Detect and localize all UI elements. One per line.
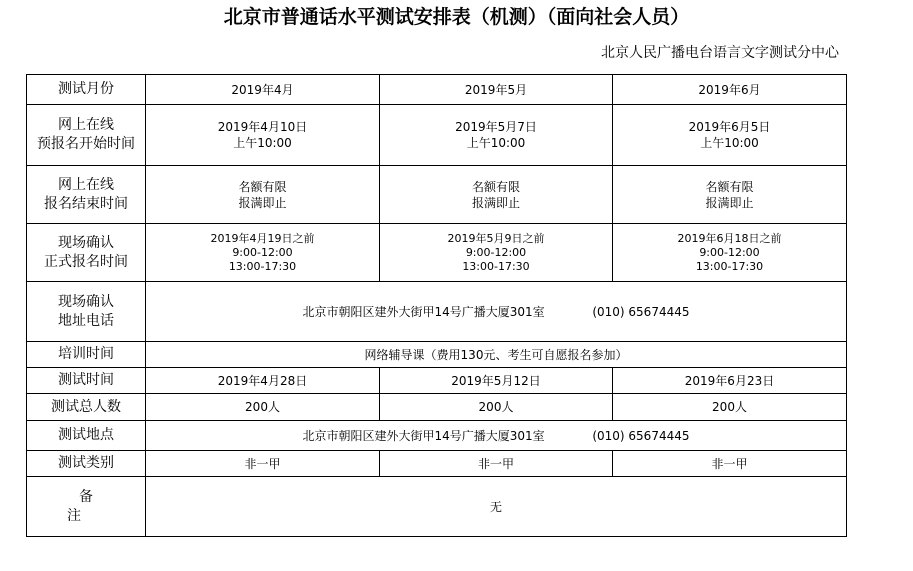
cell-onsite-confirm: 2019年6月18日之前 9:00-12:00 13:00-17:30 — [613, 224, 847, 282]
row-label: 测试地点 — [27, 421, 146, 451]
cell-location — [146, 421, 847, 451]
cell-month: 2019年4月 — [146, 75, 380, 105]
row-training — [27, 342, 847, 368]
row-location — [27, 421, 847, 451]
cell-online-start: 2019年6月5日 上午10:00 — [613, 105, 847, 166]
cell-category: 非一甲 — [146, 451, 380, 477]
row-category — [27, 451, 847, 477]
row-label: 网上在线 预报名开始时间 — [27, 105, 146, 166]
organizer-name: 北京人民广播电台语言文字测试分中心 — [601, 45, 839, 61]
cell-online-end: 名额有限 报满即止 — [380, 166, 613, 224]
cell-test-date: 2019年6月23日 — [613, 368, 847, 394]
phone-text: (010) 65674445 — [592, 304, 690, 319]
cell-onsite-confirm: 2019年5月9日之前 9:00-12:00 13:00-17:30 — [380, 224, 613, 282]
address-text: 北京市朝阳区建外大街甲14号广播大厦301室 — [302, 304, 545, 319]
address-text: 北京市朝阳区建外大街甲14号广播大厦301室 — [302, 428, 545, 443]
cell-month: 2019年6月 — [613, 75, 847, 105]
row-label: 备 注 — [27, 477, 146, 537]
row-test-date — [27, 368, 847, 394]
cell-remarks: 无 — [146, 477, 847, 537]
page-title: 北京市普通话水平测试安排表（机测）（面向社会人员） — [223, 6, 690, 28]
cell-category: 非一甲 — [380, 451, 613, 477]
row-label: 现场确认 地址电话 — [27, 282, 146, 342]
row-test-month — [27, 75, 847, 105]
cell-online-start: 2019年5月7日 上午10:00 — [380, 105, 613, 166]
cell-month: 2019年5月 — [380, 75, 613, 105]
cell-training: 网络辅导课（费用130元、考生可自愿报名参加） — [146, 342, 847, 368]
row-label: 测试月份 — [27, 75, 146, 105]
row-label: 测试类别 — [27, 451, 146, 477]
row-onsite-address — [27, 282, 847, 342]
cell-online-end: 名额有限 报满即止 — [613, 166, 847, 224]
cell-category: 非一甲 — [613, 451, 847, 477]
cell-total: 200人 — [380, 394, 613, 421]
row-label: 现场确认 正式报名时间 — [27, 224, 146, 282]
cell-test-date: 2019年4月28日 — [146, 368, 380, 394]
cell-total: 200人 — [613, 394, 847, 421]
schedule-table — [26, 74, 847, 537]
cell-total: 200人 — [146, 394, 380, 421]
row-total — [27, 394, 847, 421]
cell-onsite-address — [146, 282, 847, 342]
cell-onsite-confirm: 2019年4月19日之前 9:00-12:00 13:00-17:30 — [146, 224, 380, 282]
row-remarks — [27, 477, 847, 537]
cell-test-date: 2019年5月12日 — [380, 368, 613, 394]
row-label: 培训时间 — [27, 342, 146, 368]
row-label: 测试时间 — [27, 368, 146, 394]
cell-online-end: 名额有限 报满即止 — [146, 166, 380, 224]
row-online-end — [27, 166, 847, 224]
row-label: 网上在线 报名结束时间 — [27, 166, 146, 224]
row-onsite-confirm — [27, 224, 847, 282]
row-label: 测试总人数 — [27, 394, 146, 421]
row-online-start — [27, 105, 847, 166]
cell-online-start: 2019年4月10日 上午10:00 — [146, 105, 380, 166]
phone-text: (010) 65674445 — [592, 428, 690, 443]
